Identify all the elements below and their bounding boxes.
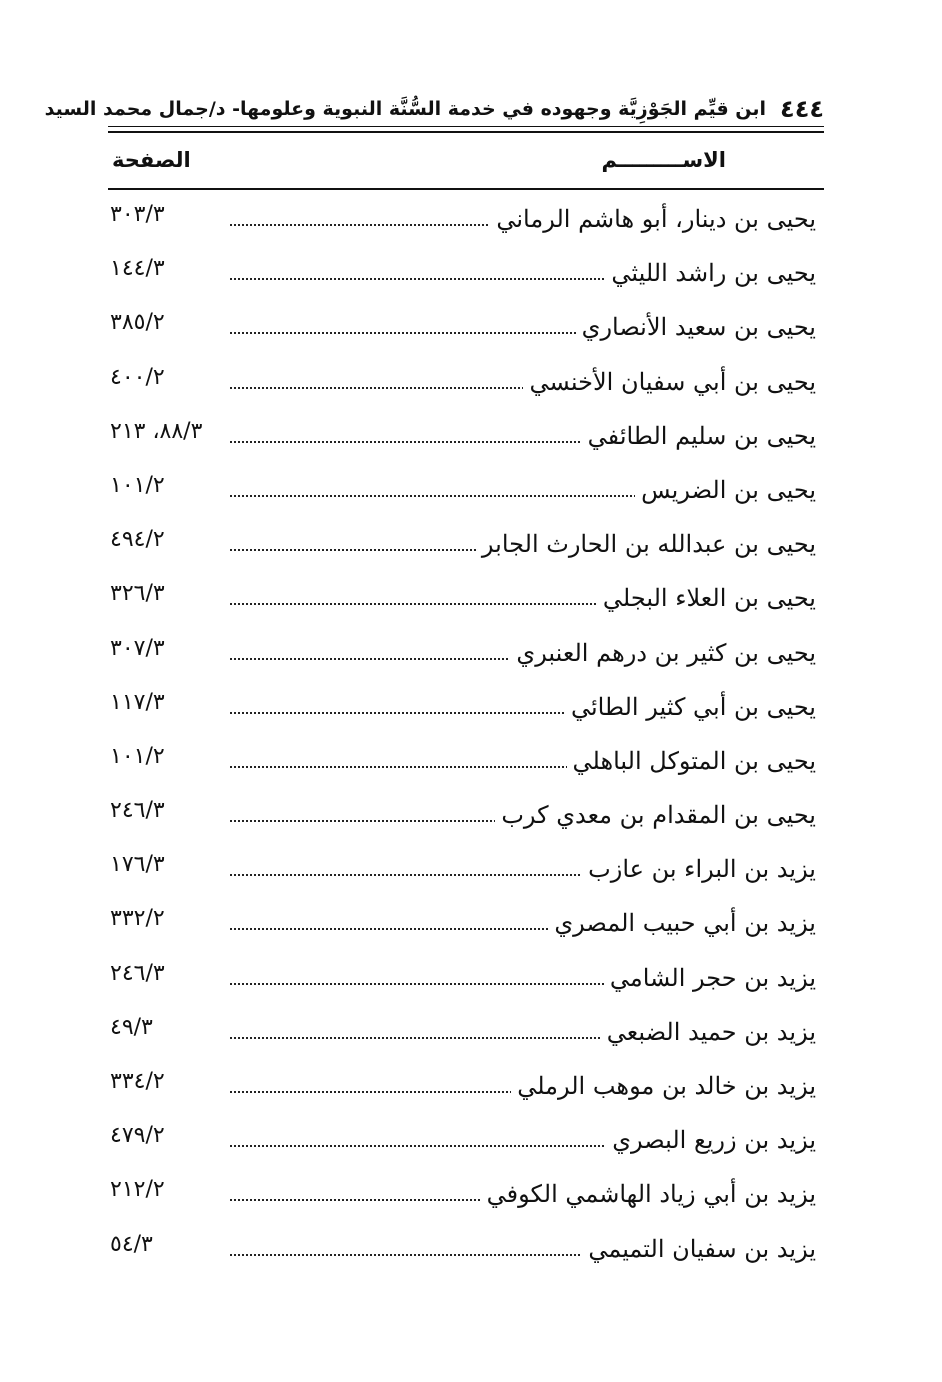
entry-name: يزيد بن أبي زياد الهاشمي الكوفي <box>481 1180 816 1208</box>
entry-name: يزيد بن سفيان التميمي <box>582 1235 816 1263</box>
entry-page-ref: ٤٩٤/٢ <box>110 527 165 553</box>
running-header <box>44 84 824 124</box>
index-entry <box>108 247 824 301</box>
entry-name: يزيد بن البراء بن عازب <box>582 855 816 883</box>
entry-name: يحيى بن العلاء البجلي <box>597 584 816 612</box>
column-heading-name: الاســـــــــم <box>601 148 726 172</box>
header-rule-double <box>108 131 824 133</box>
index-entry <box>108 952 824 1006</box>
entry-page-ref: ٣٨٥/٢ <box>110 310 165 336</box>
entry-name: يحيى بن دينار، أبو هاشم الرماني <box>490 205 816 233</box>
entry-name: يحيى بن أبي سفيان الأخنسي <box>523 368 816 396</box>
entry-name: يزيد بن أبي حبيب المصري <box>548 909 816 937</box>
index-entry <box>108 410 824 464</box>
entry-page-ref: ١٤٤/٣ <box>110 256 165 282</box>
entry-name: يحيى بن عبدالله بن الحارث الجابر <box>476 530 816 558</box>
index-entry <box>108 356 824 410</box>
index-entry <box>108 735 824 789</box>
index-entry <box>108 572 824 626</box>
entry-name: يحيى بن سليم الطائفي <box>582 422 816 450</box>
entry-name: يزيد بن حميد الضبعي <box>601 1018 816 1046</box>
entry-page-ref: ١٧٦/٣ <box>110 852 165 878</box>
index-entry <box>108 1060 824 1114</box>
entry-page-ref: ٨٨/٣، ٢١٣ <box>110 418 203 444</box>
index-entry <box>108 681 824 735</box>
index-entry <box>108 1223 824 1277</box>
column-heading-rule <box>108 188 824 190</box>
index-entry <box>108 627 824 681</box>
index-entry <box>108 789 824 843</box>
index-entry <box>108 1168 824 1222</box>
column-heading-page: الصفحة <box>112 148 191 172</box>
index-entry <box>108 518 824 572</box>
entry-page-ref: ٥٤/٣ <box>110 1231 153 1257</box>
entry-page-ref: ٢٤٦/٣ <box>110 960 165 986</box>
entry-name: يحيى بن المتوكل الباهلي <box>567 747 817 775</box>
index-entry <box>108 897 824 951</box>
entry-page-ref: ٣٠٣/٣ <box>110 202 165 227</box>
entry-page-ref: ١١٧/٣ <box>110 689 165 715</box>
index-entry <box>108 301 824 355</box>
entry-name: يزيد بن حجر الشامي <box>604 964 816 992</box>
entry-name: يحيى بن المقدام بن معدي كرب <box>495 801 816 829</box>
entry-name: يحيى بن أبي كثير الطائي <box>565 693 816 721</box>
entry-name: يحيى بن كثير بن درهم العنبري <box>510 639 816 667</box>
running-title: ابن قيِّم الجَوْزِيَّة وجهوده في خدمة السُّنَّة النبوية وعلومها- د/جمال محمد السيد <box>44 98 767 120</box>
entry-page-ref: ٢٤٦/٣ <box>110 798 165 824</box>
entry-name: يزيد بن زريع البصري <box>606 1126 816 1154</box>
entry-page-ref: ١٠١/٢ <box>110 743 165 769</box>
page-number: ٤٤٤ <box>780 95 824 123</box>
entry-name: يحيى بن الضريس <box>635 476 816 504</box>
index-entry <box>108 193 824 247</box>
index-entry <box>108 1006 824 1060</box>
entry-page-ref: ٣٢٦/٣ <box>110 581 165 607</box>
entry-name: يحيى بن سعيد الأنصاري <box>576 313 816 341</box>
entry-name: يزيد بن خالد بن موهب الرملي <box>511 1072 816 1100</box>
entry-page-ref: ٤٩/٣ <box>110 1014 153 1040</box>
index-entry <box>108 843 824 897</box>
entry-page-ref: ٣٠٧/٣ <box>110 635 165 661</box>
index-entry <box>108 464 824 518</box>
entry-page-ref: ٢١٢/٢ <box>110 1177 165 1203</box>
entry-page-ref: ٣٣٤/٢ <box>110 1069 165 1094</box>
index-entry <box>108 1114 824 1168</box>
entry-page-ref: ٣٣٢/٢ <box>110 906 165 932</box>
entry-page-ref: ١٠١/٢ <box>110 472 165 498</box>
entry-page-ref: ٤٧٩/٢ <box>110 1123 165 1149</box>
entry-page-ref: ٤٠٠/٢ <box>110 364 165 390</box>
header-rule <box>108 126 824 127</box>
index-list <box>108 193 824 1277</box>
entry-name: يحيى بن راشد الليثي <box>605 259 816 287</box>
